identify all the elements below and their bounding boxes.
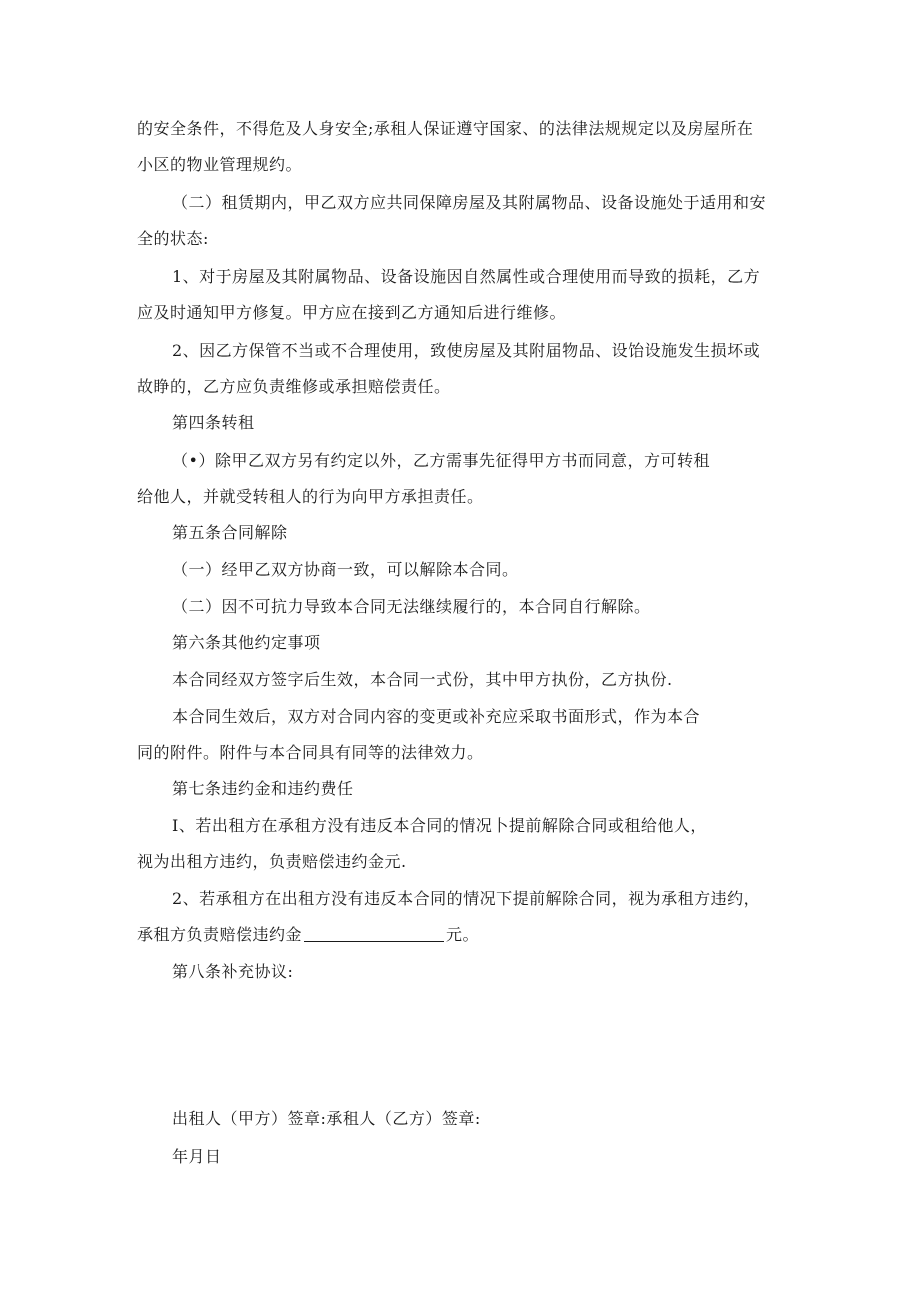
- penalty-prefix: 承租方负责赔偿违约金: [137, 925, 303, 944]
- text-line: 1、对于房屋及其附属物品、设备设施因自然属性或合理使用而导致的损耗，乙方: [172, 267, 761, 286]
- text-line: 2、若承租方在出租方没有违反本合同的情况下提前解除合同，视为承租方违约，: [172, 889, 761, 908]
- text-line: 小区的物业管理规约。: [137, 155, 303, 174]
- text-line: 应及时通知甲方修复。甲方应在接到乙方通知后进行维修。: [137, 303, 567, 322]
- text-line: 本合同经双方签字后生效，本合同一式份，其中甲方执份，乙方执份.: [172, 670, 673, 689]
- section-heading: 第五条合同解除: [172, 523, 288, 542]
- text-line: I、若出租方在承租方没有违反本合同的情况卜提前解除合同或租给他人，: [172, 816, 707, 835]
- text-line: 本合同生效后，双方对合同内容的变更或补充应采取书面形式，作为本合: [172, 707, 701, 726]
- section-heading: 第八条补充协议:: [172, 962, 294, 981]
- section-heading: 第四条转租: [172, 413, 255, 432]
- text-line: 全的状态:: [137, 229, 209, 248]
- penalty-suffix: 元。: [446, 925, 480, 944]
- penalty-line: [137, 924, 479, 946]
- text-line: 故睁的，乙方应负责维修或承担赔偿责任。: [137, 377, 451, 396]
- section-heading: 第六条其他约定事项: [172, 633, 321, 652]
- text-line: 2、因乙方保管不当或不合理使用，致使房屋及其附届物品、设饴设施发生损坏或: [172, 341, 761, 360]
- signature-line: 出租人（甲方）签章:承租人（乙方）签章:: [172, 1109, 481, 1128]
- text-line: 给他人，并就受转租人的行为向甲方承担责任。: [137, 487, 484, 506]
- penalty-amount-blank: [304, 925, 444, 942]
- section-heading: 第七条违约金和违约费任: [172, 779, 354, 798]
- text-line: （二）因不可抗力导致本合同无法继续履行的，本合同自行解除。: [172, 597, 651, 616]
- date-line: 年月日: [172, 1147, 222, 1166]
- text-line: （二）租赁期内，甲乙双方应共同保障房屋及其附属物品、设备设施处于适用和安: [172, 193, 767, 212]
- text-line: 的安全条件，不得危及人身安全;承租人保证遵守国家、的法律法规规定以及房屋所在: [137, 119, 754, 138]
- text-line: （•）除甲乙双方另有约定以外，乙方需事先征得甲方书而同意，方可转租: [172, 451, 710, 470]
- text-line: （一）经甲乙双方协商一致，可以解除本合同。: [172, 560, 519, 579]
- text-line: 视为出租方违约，负责赔偿违约金元.: [137, 852, 407, 871]
- text-line: 同的附件。附件与本合同具有同等的法律效力。: [137, 743, 484, 762]
